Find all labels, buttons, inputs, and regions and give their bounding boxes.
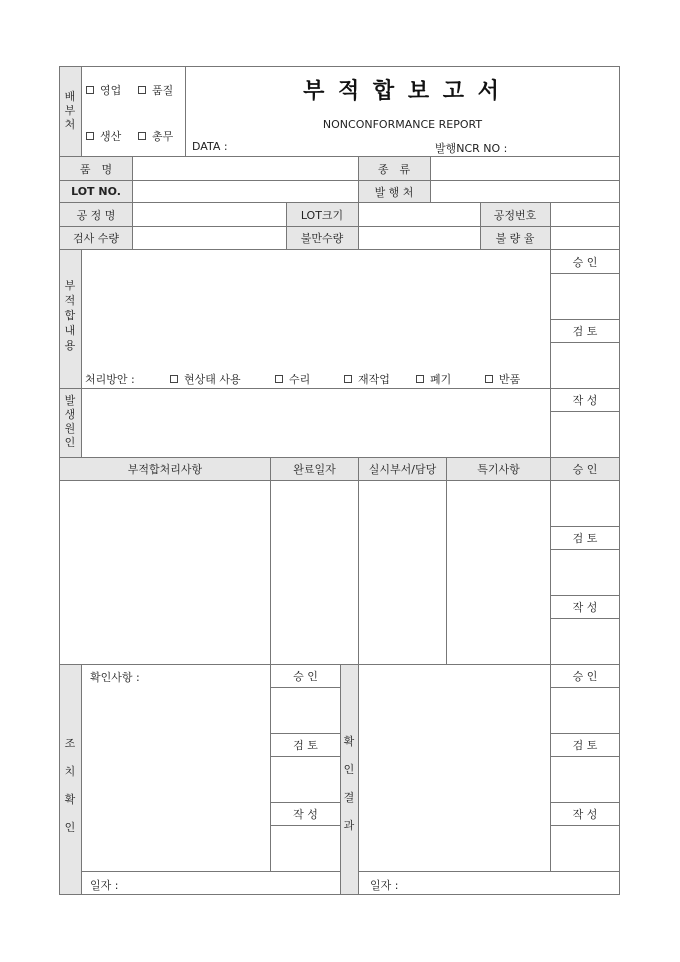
dist-option-quality[interactable]: 품질 bbox=[138, 82, 173, 98]
type-label: 종 류 bbox=[377, 162, 411, 176]
process-no-label: 공정번호 bbox=[493, 208, 537, 222]
lot-no-field[interactable] bbox=[133, 181, 358, 202]
result-review-label: 검 토 bbox=[572, 739, 598, 752]
content-field[interactable] bbox=[82, 251, 550, 366]
cause-field[interactable] bbox=[82, 389, 550, 457]
page-subtitle: NONCONFORMANCE REPORT bbox=[322, 118, 483, 131]
distribution-label-text: 배부처 bbox=[64, 90, 76, 131]
lot-size-label: LOT크기 bbox=[300, 208, 344, 222]
result-review-box[interactable] bbox=[551, 757, 619, 802]
distribution-label bbox=[63, 90, 77, 132]
content-write-box[interactable] bbox=[551, 412, 619, 457]
treatment-option-repair[interactable]: 수리 bbox=[275, 371, 310, 387]
confirm-write-label: 작 성 bbox=[293, 808, 318, 821]
inspection-qty-label: 검사 수량 bbox=[72, 232, 119, 245]
result-field[interactable] bbox=[359, 666, 550, 871]
issuer-field[interactable] bbox=[431, 181, 619, 202]
result-write-box[interactable] bbox=[551, 826, 619, 871]
confirm-approve-box[interactable] bbox=[271, 688, 340, 733]
result-date-label: 일자 : bbox=[370, 879, 399, 892]
result-section-label: 확인결과 bbox=[343, 735, 355, 832]
confirm-review-label: 검 토 bbox=[293, 739, 318, 752]
action-write-label: 작 성 bbox=[572, 601, 598, 614]
action-header-remarks: 특기사항 bbox=[477, 463, 520, 476]
checkbox-icon[interactable] bbox=[416, 375, 424, 383]
issuer-label: 발 행 처 bbox=[374, 185, 414, 199]
process-no-field[interactable] bbox=[551, 203, 619, 226]
checkbox-icon[interactable] bbox=[86, 86, 94, 94]
check-items-label: 확인사항 : bbox=[90, 671, 140, 684]
confirm-section-label: 조치확인 bbox=[64, 737, 76, 834]
content-approve-label: 승 인 bbox=[572, 256, 598, 269]
checkbox-icon[interactable] bbox=[138, 132, 146, 140]
page-title: 부 적 합 보 고 서 bbox=[303, 79, 502, 104]
ncr-no-label: 발행NCR NO : bbox=[435, 142, 508, 155]
cause-section-label: 발생원인 bbox=[64, 394, 76, 449]
lot-no-label: LOT NO. bbox=[71, 185, 121, 198]
result-write-label: 작 성 bbox=[572, 808, 598, 821]
action-review-label: 검 토 bbox=[572, 532, 598, 545]
process-name-field[interactable] bbox=[133, 203, 286, 226]
process-name-label: 공 정 명 bbox=[76, 208, 116, 222]
checkbox-icon[interactable] bbox=[86, 132, 94, 140]
defect-qty-label: 불만수량 bbox=[300, 232, 344, 245]
action-approve-box[interactable] bbox=[551, 481, 619, 526]
treatment-option-rework[interactable]: 재작업 bbox=[344, 371, 390, 387]
action-remarks-field[interactable] bbox=[447, 481, 550, 664]
checkbox-icon[interactable] bbox=[275, 375, 283, 383]
content-review-label: 검 토 bbox=[572, 325, 598, 338]
check-items-field[interactable] bbox=[82, 686, 270, 871]
dist-option-general-affairs[interactable]: 총무 bbox=[138, 128, 173, 144]
type-field[interactable] bbox=[431, 157, 619, 180]
action-dept-field[interactable] bbox=[359, 481, 446, 664]
defect-rate-field[interactable] bbox=[551, 227, 619, 249]
content-approve-box[interactable] bbox=[551, 274, 619, 319]
checkbox-icon[interactable] bbox=[344, 375, 352, 383]
defect-rate-label: 불 량 율 bbox=[495, 232, 535, 245]
result-approve-label: 승 인 bbox=[572, 670, 598, 683]
lot-size-field[interactable] bbox=[359, 203, 480, 226]
action-header-complete-date: 완료일자 bbox=[293, 463, 336, 476]
action-review-box[interactable] bbox=[551, 550, 619, 595]
dist-option-production[interactable]: 생산 bbox=[86, 128, 121, 144]
content-write-label: 작 성 bbox=[572, 394, 598, 407]
confirm-write-box[interactable] bbox=[271, 826, 340, 871]
treatment-option-scrap[interactable]: 폐기 bbox=[416, 371, 451, 387]
content-section-label: 부적합내용 bbox=[64, 279, 76, 352]
action-treatment-field[interactable] bbox=[60, 481, 270, 664]
confirm-approve-label: 승 인 bbox=[293, 670, 318, 683]
product-name-field[interactable] bbox=[133, 157, 358, 180]
confirm-review-box[interactable] bbox=[271, 757, 340, 802]
action-header-dept: 실시부서/담당 bbox=[368, 463, 437, 476]
confirm-date-label: 일자 : bbox=[90, 879, 119, 892]
action-header-treatment: 부적합처리사항 bbox=[127, 463, 203, 476]
inspection-qty-field[interactable] bbox=[133, 227, 286, 249]
action-date-field[interactable] bbox=[271, 481, 358, 664]
checkbox-icon[interactable] bbox=[138, 86, 146, 94]
date-label: DATA : bbox=[192, 140, 228, 153]
content-review-box[interactable] bbox=[551, 343, 619, 388]
treatment-option-as-is[interactable]: 현상태 사용 bbox=[170, 371, 241, 387]
checkbox-icon[interactable] bbox=[170, 375, 178, 383]
checkbox-icon[interactable] bbox=[485, 375, 493, 383]
dist-option-sales[interactable]: 영업 bbox=[86, 82, 121, 98]
action-approve-label: 승 인 bbox=[572, 463, 598, 476]
defect-qty-field[interactable] bbox=[359, 227, 480, 249]
treatment-option-return[interactable]: 반품 bbox=[485, 371, 520, 387]
treatment-label: 처리방안 : bbox=[85, 373, 135, 386]
action-write-box[interactable] bbox=[551, 619, 619, 664]
product-name-label: 품 명 bbox=[79, 162, 113, 176]
result-approve-box[interactable] bbox=[551, 688, 619, 733]
